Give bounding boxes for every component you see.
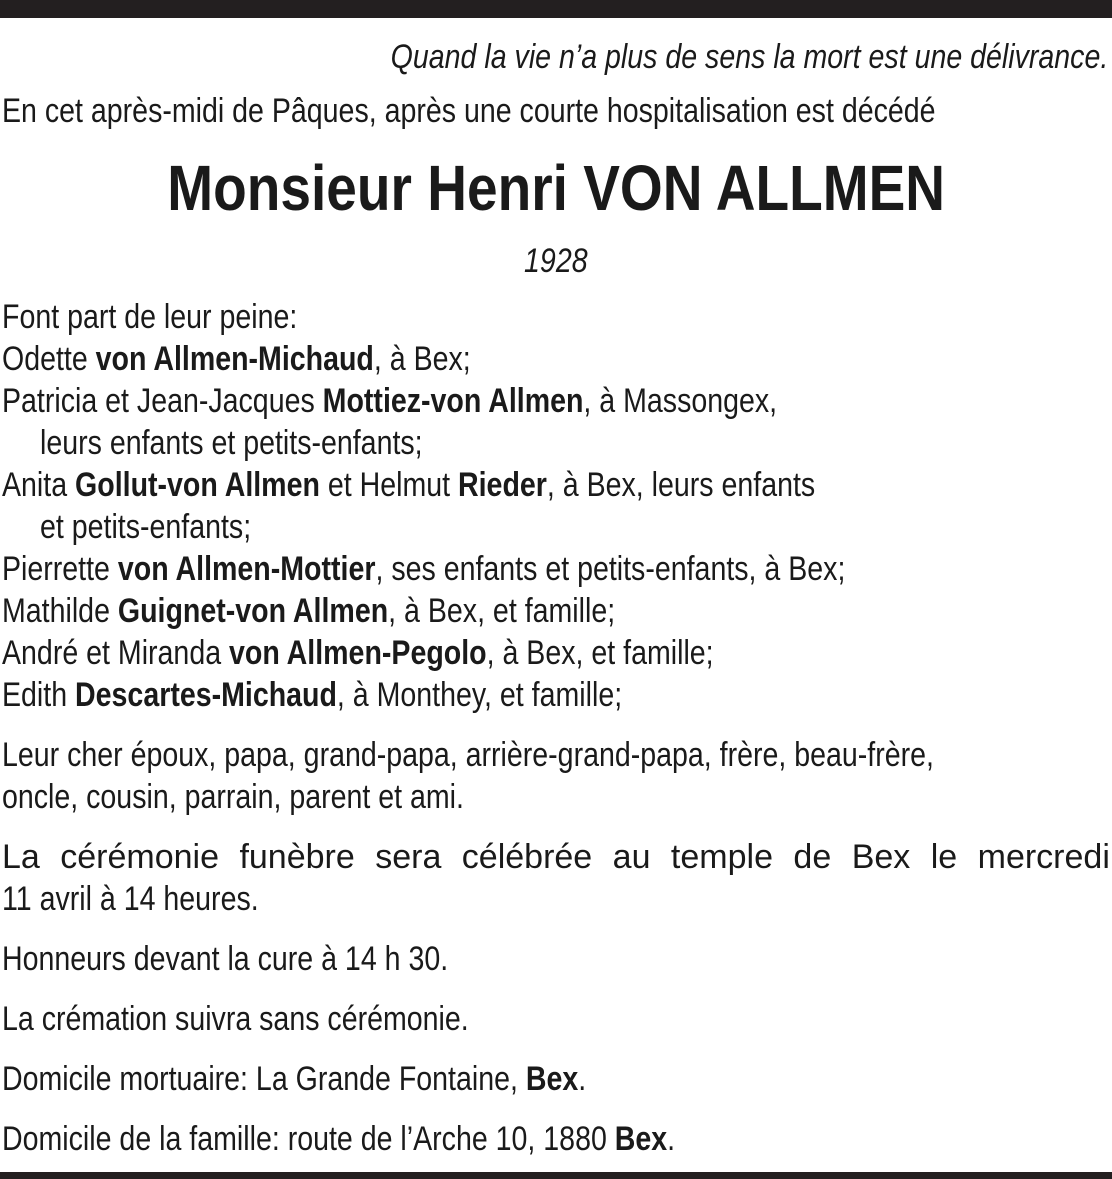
ceremony-line-justified: La cérémonie funèbre sera célébrée au temple de Bex le mercredi [2,838,1110,876]
mourner-line: Odette von Allmen-Michaud, à Bex; [2,340,471,378]
bottom-rule [0,1172,1112,1179]
domicile-mortuaire-line: Domicile mortuaire: La Grande Fontaine, Bex. [2,1060,587,1098]
intro-line: En cet après-midi de Pâques, après une courte hospitalisation est décédé [2,92,936,130]
deceased-name-text: Monsieur Henri VON ALLMEN [167,152,945,224]
birth-year-text: 1928 [524,242,588,280]
birth-year [0,240,1112,282]
mourner-line: Pierrette von Allmen-Mottier, ses enfants et petits-enfants, à Bex; [2,550,846,588]
mourner-line: André et Miranda von Allmen-Pegolo, à Bex, et famille; [2,634,714,672]
mourner-line: Edith Descartes-Michaud, à Monthey, et famille; [2,676,623,714]
honneurs-line: Honneurs devant la cure à 14 h 30. [2,940,449,978]
mourner-line: Patricia et Jean-Jacques Mottiez-von Allmen, à Massongex, [2,382,778,420]
ceremony-line: 11 avril à 14 heures. [2,880,259,918]
mourner-line: et petits-enfants; [40,508,252,546]
epigraph-quote: Quand la vie n’a plus de sens la mort est une délivrance. [390,38,1108,76]
deceased-name [0,150,1112,226]
cremation-line: La crémation suivra sans cérémonie. [2,1000,469,1038]
ceremony-paragraph [2,836,1110,878]
mourner-line: leurs enfants et petits-enfants; [40,424,423,462]
mourner-line: Anita Gollut-von Allmen et Helmut Rieder, à Bex, leurs enfants [2,466,816,504]
domicile-famille-line: Domicile de la famille: route de l’Arche 10, 1880 Bex. [2,1120,676,1158]
mourner-line: Mathilde Guignet-von Allmen, à Bex, et famille; [2,592,616,630]
relation-line: Leur cher époux, papa, grand-papa, arrière-grand-papa, frère, beau-frère, [2,736,934,774]
relation-line: oncle, cousin, parrain, parent et ami. [2,778,464,816]
mourners-heading: Font part de leur peine: [2,298,298,336]
top-rule [0,0,1112,18]
